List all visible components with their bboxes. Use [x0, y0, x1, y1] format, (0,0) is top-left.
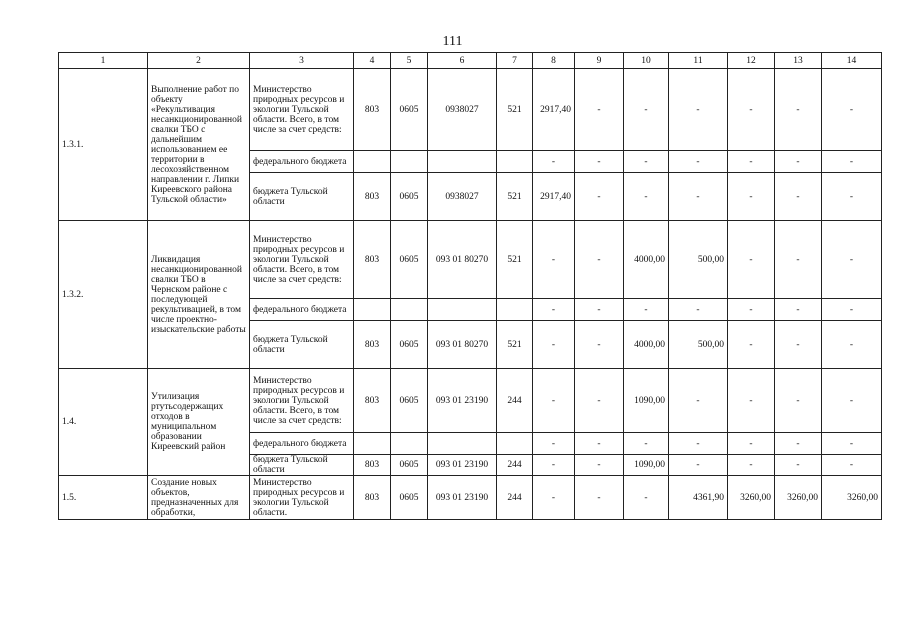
amount-cell: - — [575, 476, 624, 520]
amount-cell: 500,00 — [669, 321, 728, 369]
amount-cell: - — [669, 369, 728, 433]
kbk-code — [354, 151, 391, 173]
header-cell: 7 — [497, 53, 533, 69]
amount-cell: - — [775, 173, 822, 221]
expense-type: 521 — [497, 221, 533, 299]
amount-cell: 1090,00 — [624, 369, 669, 433]
amount-cell: - — [624, 299, 669, 321]
budget-table — [58, 52, 882, 520]
header-cell: 11 — [669, 53, 728, 69]
table-row — [59, 369, 882, 433]
amount-cell: - — [624, 476, 669, 520]
amount-cell: - — [822, 369, 882, 433]
expense-type: 244 — [497, 455, 533, 476]
amount-cell: - — [775, 433, 822, 455]
kbk-code: 803 — [354, 369, 391, 433]
item-name: Выполнение работ по объекту «Рекультивация несанкционированной свалки ТБО с дальнейшим использованием ее территории в лесохозяйственном направлении г. Липки Киреевского района Тульской области» — [148, 69, 250, 221]
header-cell: 10 — [624, 53, 669, 69]
amount-cell: - — [575, 173, 624, 221]
expense-type: 521 — [497, 173, 533, 221]
target-code: 093 01 23190 — [428, 369, 497, 433]
kbk-code — [354, 433, 391, 455]
amount-cell: - — [775, 151, 822, 173]
header-cell: 2 — [148, 53, 250, 69]
amount-cell: - — [533, 151, 575, 173]
section-code — [391, 299, 428, 321]
amount-cell: 4000,00 — [624, 321, 669, 369]
amount-cell: 500,00 — [669, 221, 728, 299]
amount-cell: - — [533, 321, 575, 369]
amount-cell: - — [822, 299, 882, 321]
kbk-code: 803 — [354, 173, 391, 221]
amount-cell: - — [775, 69, 822, 151]
amount-cell: 1090,00 — [624, 455, 669, 476]
section-code: 0605 — [391, 369, 428, 433]
amount-cell: - — [728, 69, 775, 151]
amount-cell: - — [822, 433, 882, 455]
amount-cell: - — [533, 221, 575, 299]
item-name: Утилизация ртутьсодержащих отходов в муниципальном образовании Киреевский район — [148, 369, 250, 476]
header-cell: 3 — [250, 53, 354, 69]
funding-source: федерального бюджета — [250, 299, 354, 321]
amount-cell: - — [669, 173, 728, 221]
target-code: 093 01 23190 — [428, 455, 497, 476]
page-number: 111 — [442, 34, 463, 49]
amount-cell: - — [575, 369, 624, 433]
expense-type: 244 — [497, 476, 533, 520]
funding-source: Министерство природных ресурсов и экологии Тульской области. — [250, 476, 354, 520]
section-code: 0605 — [391, 221, 428, 299]
table-row — [59, 69, 882, 151]
target-code — [428, 433, 497, 455]
expense-type — [497, 151, 533, 173]
amount-cell: - — [728, 321, 775, 369]
section-code: 0605 — [391, 476, 428, 520]
table-row — [59, 221, 882, 299]
section-code: 0605 — [391, 173, 428, 221]
amount-cell: - — [575, 299, 624, 321]
item-code: 1.3.1. — [59, 69, 148, 221]
amount-cell: - — [822, 69, 882, 151]
amount-cell: - — [669, 69, 728, 151]
section-code: 0605 — [391, 69, 428, 151]
amount-cell: - — [775, 455, 822, 476]
amount-cell: 2917,40 — [533, 173, 575, 221]
item-code: 1.5. — [59, 476, 148, 520]
amount-cell: - — [775, 369, 822, 433]
funding-source: Министерство природных ресурсов и экологии Тульской области. Всего, в том числе за счет средств: — [250, 369, 354, 433]
amount-cell: 3260,00 — [728, 476, 775, 520]
funding-source: бюджета Тульской области — [250, 455, 354, 476]
amount-cell: - — [822, 455, 882, 476]
amount-cell: 3260,00 — [822, 476, 882, 520]
funding-source: Министерство природных ресурсов и экологии Тульской области. Всего, в том числе за счет средств: — [250, 69, 354, 151]
amount-cell: - — [533, 299, 575, 321]
amount-cell: - — [624, 433, 669, 455]
amount-cell: - — [624, 151, 669, 173]
expense-type — [497, 299, 533, 321]
amount-cell: 4361,90 — [669, 476, 728, 520]
target-code: 0938027 — [428, 173, 497, 221]
header-cell: 6 — [428, 53, 497, 69]
funding-source: Министерство природных ресурсов и экологии Тульской области. Всего, в том числе за счет средств: — [250, 221, 354, 299]
header-cell: 5 — [391, 53, 428, 69]
amount-cell: - — [669, 433, 728, 455]
kbk-code: 803 — [354, 321, 391, 369]
amount-cell: - — [669, 151, 728, 173]
amount-cell: - — [822, 173, 882, 221]
amount-cell: - — [669, 299, 728, 321]
kbk-code: 803 — [354, 69, 391, 151]
amount-cell: - — [624, 69, 669, 151]
kbk-code: 803 — [354, 455, 391, 476]
amount-cell: - — [533, 455, 575, 476]
amount-cell: - — [822, 221, 882, 299]
amount-cell: - — [575, 455, 624, 476]
expense-type — [497, 433, 533, 455]
funding-source: федерального бюджета — [250, 151, 354, 173]
expense-type: 521 — [497, 321, 533, 369]
header-cell: 13 — [775, 53, 822, 69]
amount-cell: - — [728, 455, 775, 476]
header-cell: 4 — [354, 53, 391, 69]
amount-cell: - — [575, 151, 624, 173]
amount-cell: - — [575, 221, 624, 299]
amount-cell: 4000,00 — [624, 221, 669, 299]
table-row — [59, 476, 882, 520]
amount-cell: - — [822, 321, 882, 369]
item-code: 1.3.2. — [59, 221, 148, 369]
amount-cell: - — [775, 299, 822, 321]
header-cell: 9 — [575, 53, 624, 69]
header-cell: 1 — [59, 53, 148, 69]
amount-cell: - — [728, 299, 775, 321]
target-code: 0938027 — [428, 69, 497, 151]
amount-cell: - — [533, 369, 575, 433]
amount-cell: - — [728, 151, 775, 173]
amount-cell: - — [728, 433, 775, 455]
expense-type: 244 — [497, 369, 533, 433]
item-name: Создание новых объектов, предназначенных для обработки, — [148, 476, 250, 520]
funding-source: бюджета Тульской области — [250, 321, 354, 369]
amount-cell: - — [669, 455, 728, 476]
kbk-code: 803 — [354, 221, 391, 299]
target-code — [428, 299, 497, 321]
target-code: 093 01 80270 — [428, 321, 497, 369]
kbk-code: 803 — [354, 476, 391, 520]
header-cell: 12 — [728, 53, 775, 69]
amount-cell: - — [575, 433, 624, 455]
amount-cell: - — [822, 151, 882, 173]
amount-cell: - — [775, 221, 822, 299]
funding-source: федерального бюджета — [250, 433, 354, 455]
target-code: 093 01 23190 — [428, 476, 497, 520]
amount-cell: - — [575, 69, 624, 151]
section-code — [391, 151, 428, 173]
header-cell: 8 — [533, 53, 575, 69]
amount-cell: - — [775, 321, 822, 369]
header-row — [59, 53, 882, 69]
funding-source: бюджета Тульской области — [250, 173, 354, 221]
amount-cell: - — [575, 321, 624, 369]
item-code: 1.4. — [59, 369, 148, 476]
amount-cell: - — [728, 221, 775, 299]
amount-cell: 2917,40 — [533, 69, 575, 151]
amount-cell: - — [624, 173, 669, 221]
amount-cell: - — [533, 476, 575, 520]
amount-cell: - — [728, 369, 775, 433]
target-code: 093 01 80270 — [428, 221, 497, 299]
target-code — [428, 151, 497, 173]
kbk-code — [354, 299, 391, 321]
amount-cell: 3260,00 — [775, 476, 822, 520]
amount-cell: - — [728, 173, 775, 221]
section-code: 0605 — [391, 455, 428, 476]
header-cell: 14 — [822, 53, 882, 69]
amount-cell: - — [533, 433, 575, 455]
item-name: Ликвидация несанкционированной свалки ТБО в Чернском районе с последующей рекультивацией, в том числе проектно-изыскательские работы — [148, 221, 250, 369]
expense-type: 521 — [497, 69, 533, 151]
section-code — [391, 433, 428, 455]
section-code: 0605 — [391, 321, 428, 369]
